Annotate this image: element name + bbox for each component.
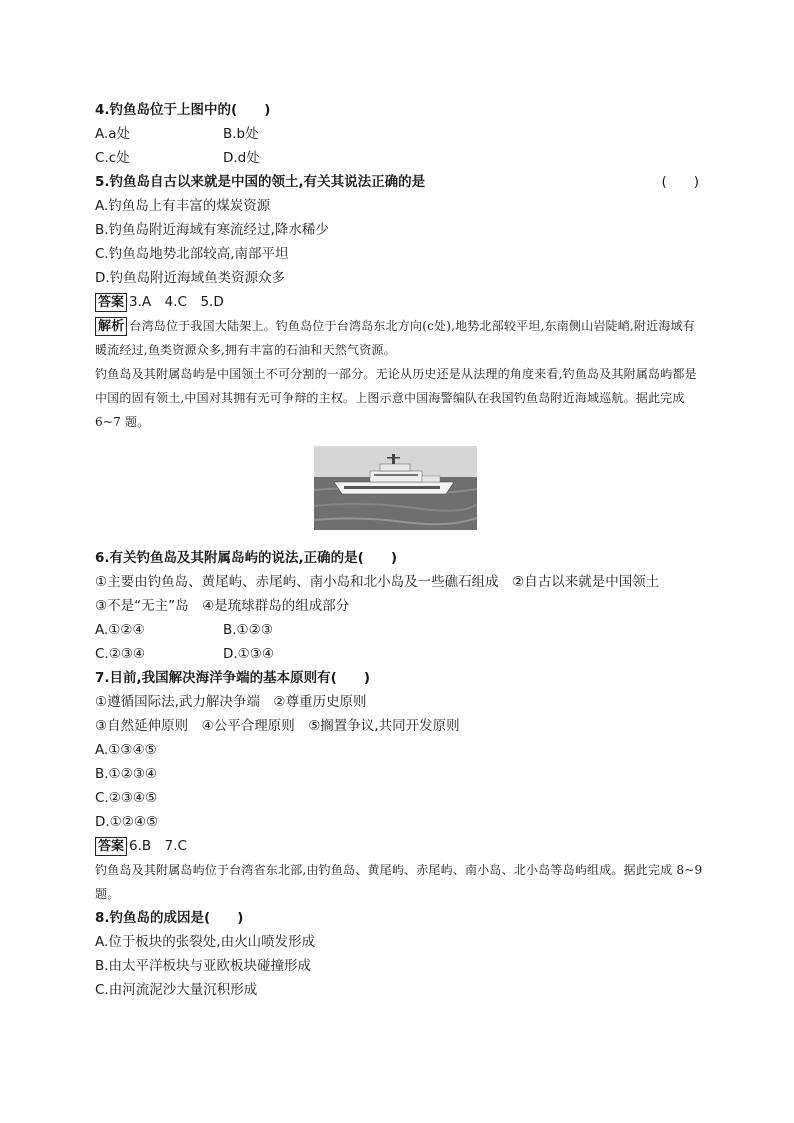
- photo-container: [95, 434, 705, 546]
- q5-option-a[interactable]: A.钓鱼岛上有丰富的煤炭资源: [95, 198, 271, 214]
- document-page: [95, 98, 705, 1002]
- answer-block-2: [95, 834, 705, 858]
- answer-tag: 答案: [95, 293, 127, 312]
- q5-option-d[interactable]: D.钓鱼岛附近海域鱼类资源众多: [95, 270, 286, 286]
- analysis-text-1: 台湾岛位于我国大陆架上。钓鱼岛位于台湾岛东北方向(c处),地势北部较平坦,东南侧山岩陡峭,附近海域有暖流经过,鱼类资源众多,拥有丰富的石油和天然气资源。: [95, 319, 695, 357]
- q7-statement-line-1: ①遵循国际法,武力解决争端 ②尊重历史原则: [95, 694, 367, 710]
- q8-option-b[interactable]: B.由太平洋板块与亚欧板块碰撞形成: [95, 958, 312, 974]
- q8-option-c[interactable]: C.由河流泥沙大量沉积形成: [95, 982, 258, 998]
- answer-text-2: 6.B 7.C: [129, 838, 187, 854]
- q7-option-d[interactable]: D.①②④⑤: [95, 814, 159, 830]
- ship-illustration: [314, 446, 477, 530]
- q6-option-c[interactable]: C.②③④: [95, 646, 146, 662]
- q5-option-c[interactable]: C.钓鱼岛地势北部较高,南部平坦: [95, 246, 289, 262]
- question-6-options-row-2: [95, 642, 705, 666]
- q4-option-a[interactable]: A.a处: [95, 126, 131, 142]
- analysis-block-1: [95, 314, 705, 362]
- q5-option-b[interactable]: B.钓鱼岛附近海域有寒流经过,降水稀少: [95, 222, 329, 238]
- q4-option-c[interactable]: C.c处: [95, 150, 130, 166]
- q7-option-a[interactable]: A.①③④⑤: [95, 742, 157, 758]
- answer-tag-2: 答案: [95, 837, 127, 856]
- question-4-options-row-2: [95, 146, 705, 170]
- intro-paragraph-6-7: 钓鱼岛及其附属岛屿是中国领土不可分割的一部分。无论从历史还是从法理的角度来看,钓鱼岛及其附属岛屿都是中国的固有领土,中国对其拥有无可争辩的主权。上图示意中国海警编队在我国钓鱼岛附近海域巡航。据此完成 6~7 题。: [95, 367, 697, 429]
- analysis-tag: 解析: [95, 317, 127, 336]
- q7-statement-line-2: ③自然延伸原则 ④公平合理原则 ⑤搁置争议,共同开发原则: [95, 718, 460, 734]
- intro-paragraph-8-9: 钓鱼岛及其附属岛屿位于台湾省东北部,由钓鱼岛、黄尾屿、赤尾屿、南小岛、北小岛等岛屿组成。据此完成 8~9 题。: [95, 863, 703, 901]
- q6-option-b[interactable]: B.①②③: [223, 622, 273, 638]
- q7-option-b[interactable]: B.①②③④: [95, 766, 157, 782]
- answer-block-1: [95, 290, 705, 314]
- question-5-stem: 5.钓鱼岛自古以来就是中国的领土,有关其说法正确的是: [95, 174, 426, 190]
- question-6-options-row-1: [95, 618, 705, 642]
- question-4-options-row-1: [95, 122, 705, 146]
- q6-option-d[interactable]: D.①③④: [223, 646, 274, 662]
- q6-statement-line-1: ①主要由钓鱼岛、黄尾屿、赤尾屿、南小岛和北小岛及一些礁石组成 ②自古以来就是中国领土: [95, 574, 660, 590]
- question-7-stem: 7.目前,我国解决海洋争端的基本原则有( ): [95, 670, 370, 686]
- question-8-stem: 8.钓鱼岛的成因是( ): [95, 910, 244, 926]
- q4-option-d[interactable]: D.d处: [223, 150, 260, 166]
- question-5-stem-row: [95, 170, 705, 194]
- q4-option-b[interactable]: B.b处: [223, 126, 259, 142]
- q6-option-a[interactable]: A.①②④: [95, 622, 145, 638]
- q8-option-a[interactable]: A.位于板块的张裂处,由火山喷发形成: [95, 934, 316, 950]
- question-6-stem: 6.有关钓鱼岛及其附属岛屿的说法,正确的是( ): [95, 550, 397, 566]
- question-5-answer-paren: ( ): [661, 174, 699, 190]
- q7-option-c[interactable]: C.②③④⑤: [95, 790, 158, 806]
- coast-guard-ship-photo: [314, 446, 477, 530]
- answer-text-1: 3.A 4.C 5.D: [129, 294, 224, 310]
- q6-statement-line-2: ③不是“无主”岛 ④是琉球群岛的组成部分: [95, 598, 350, 614]
- question-4-stem: 4.钓鱼岛位于上图中的( ): [95, 102, 271, 118]
